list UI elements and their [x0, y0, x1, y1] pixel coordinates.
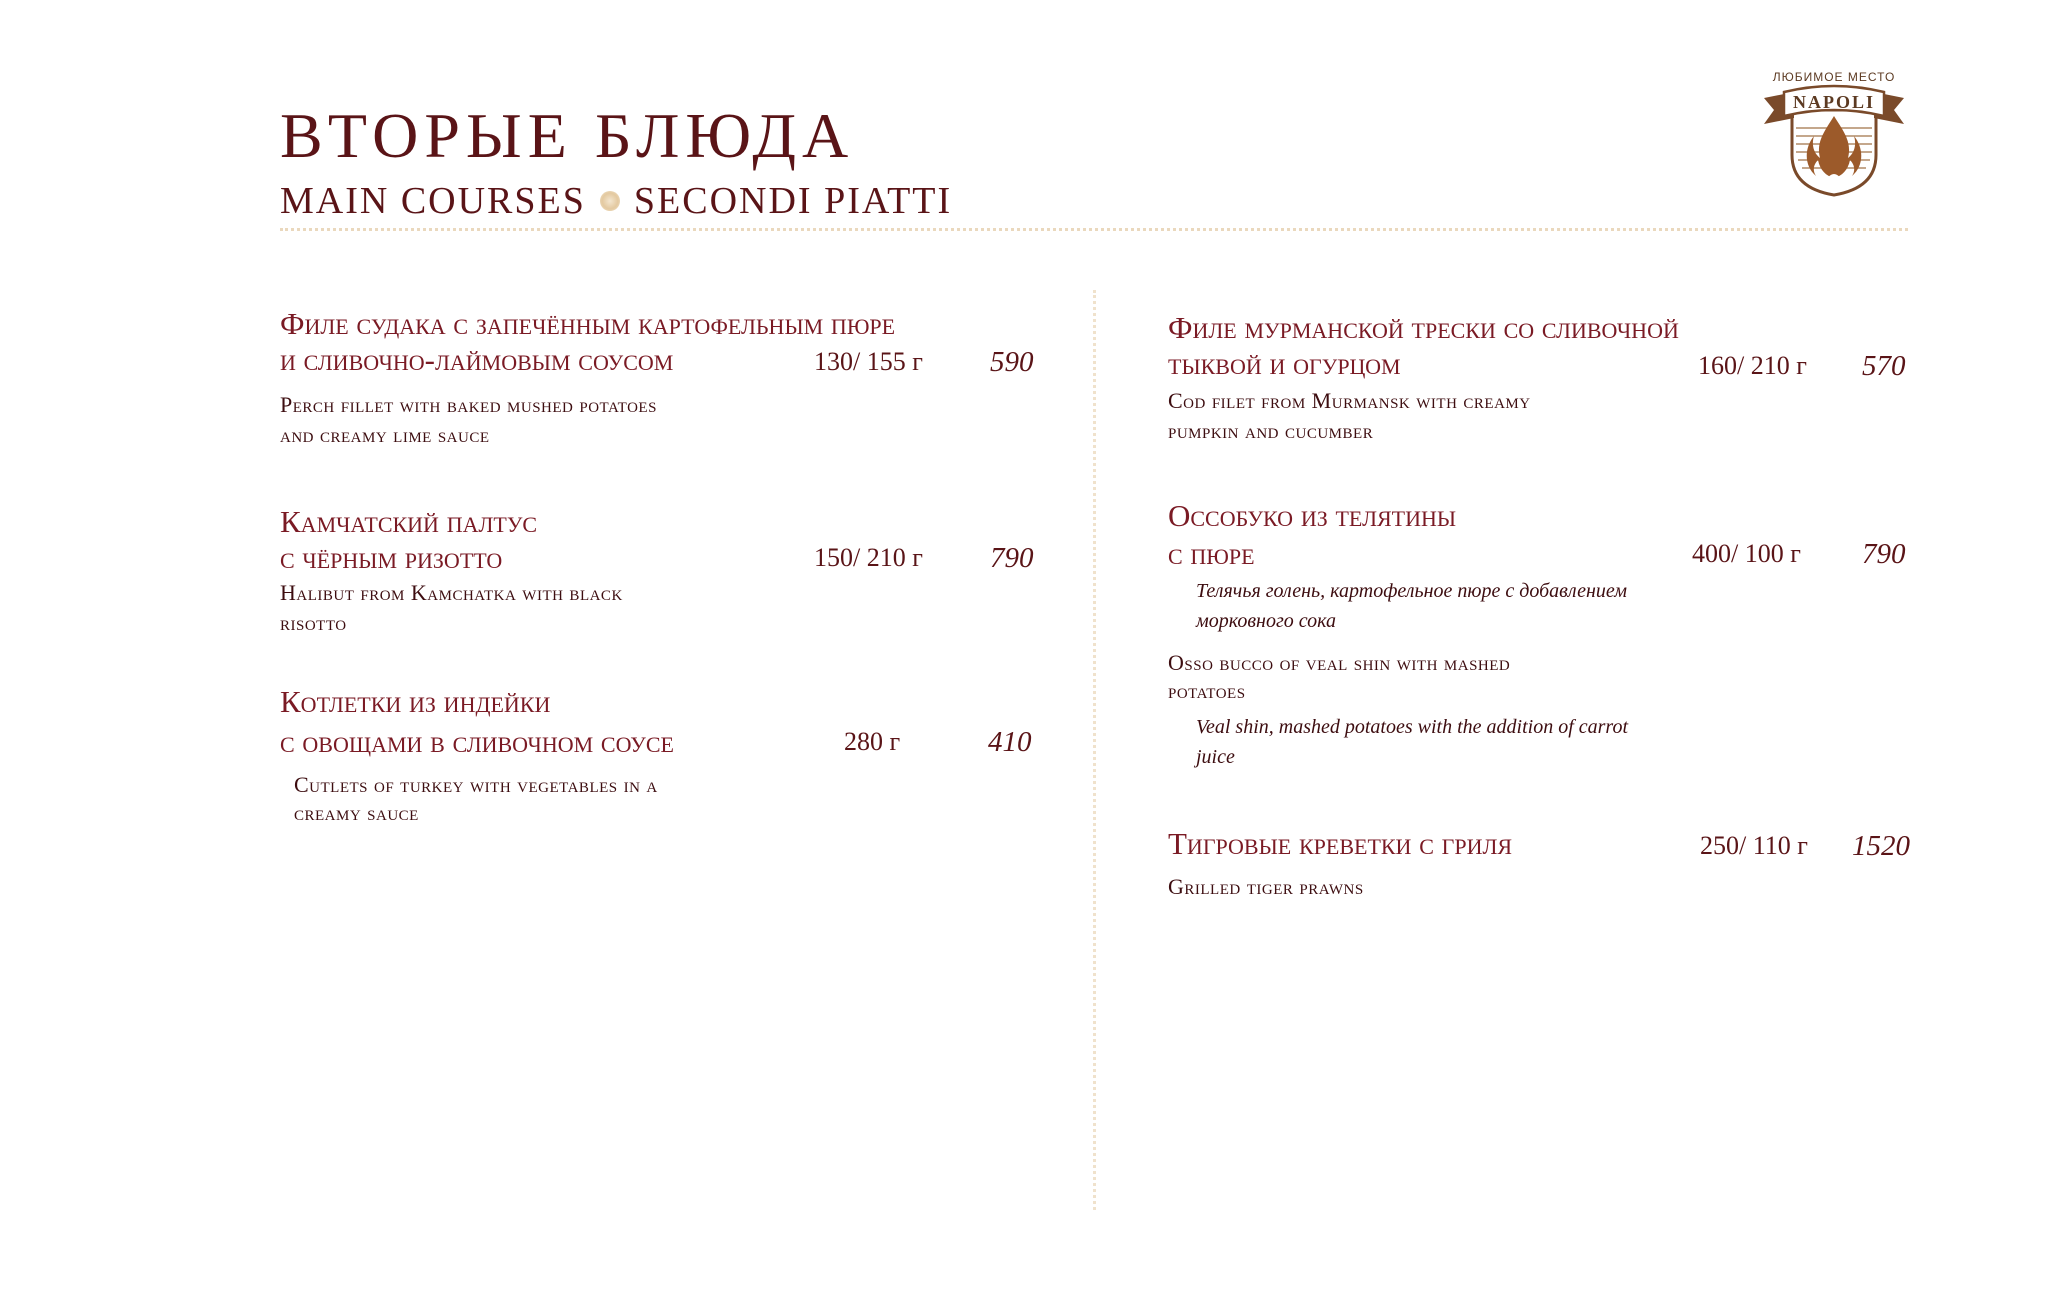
item-name: Котлетки из индейки: [280, 684, 551, 719]
item-description: risotto: [280, 610, 347, 635]
item-note: Veal shin, mashed potatoes with the addition of carrot: [1196, 716, 1629, 738]
logo-tagline: ЛЮБИМОЕ МЕСТО: [1772, 70, 1896, 84]
item-price: 790: [1862, 538, 1906, 570]
item-price: 570: [1862, 350, 1906, 382]
header-divider: [280, 228, 1908, 231]
item-description: Halibut from Kamchatka with black: [280, 580, 623, 605]
item-description: Perch fillet with baked mushed potatoes: [280, 392, 657, 417]
item-price: 790: [990, 542, 1034, 574]
item-description: Cutlets of turkey with vegetables in a: [294, 772, 658, 797]
item-note: Телячья голень, картофельное пюре с добавлением: [1196, 580, 1628, 602]
flame-emblem-icon: [1754, 70, 1914, 200]
item-name: Филе судака с запечённым картофельным пюре: [280, 306, 896, 341]
item-note: морковного сока: [1196, 610, 1336, 632]
item-weight: 160/ 210 г: [1698, 351, 1807, 380]
page-subtitle: [280, 178, 952, 224]
item-description: potatoes: [1168, 678, 1246, 703]
item-weight: 150/ 210 г: [814, 543, 923, 572]
item-note: juice: [1196, 746, 1235, 768]
item-description: pumpkin and cucumber: [1168, 418, 1374, 443]
item-price: 1520: [1852, 830, 1910, 862]
item-name: с чёрным ризотто: [280, 540, 503, 575]
item-description: Grilled tiger prawns: [1168, 874, 1364, 899]
item-weight: 250/ 110 г: [1700, 831, 1808, 860]
subtitle-main-courses: MAIN COURSES: [280, 180, 586, 222]
item-name: Тигровые креветки с гриля: [1168, 826, 1513, 861]
item-name: тыквой и огурцом: [1168, 346, 1401, 381]
item-name: Оссобуко из телятины: [1168, 498, 1457, 533]
item-weight: 280 г: [844, 727, 901, 756]
item-description: Cod filet from Murmansk with creamy: [1168, 388, 1531, 413]
item-name: Камчатский палтус: [280, 504, 538, 539]
item-description: creamy sauce: [294, 800, 419, 825]
item-weight: 400/ 100 г: [1692, 539, 1801, 568]
item-name: с овощами в сливочном соусе: [280, 724, 674, 759]
item-description: Osso bucco of veal shin with mashed: [1168, 650, 1511, 675]
column-divider: [1093, 290, 1096, 1210]
item-weight: 130/ 155 г: [814, 347, 923, 376]
item-name: и сливочно-лаймовым соусом: [280, 342, 674, 377]
item-name: с пюре: [1168, 536, 1255, 571]
item-price: 410: [988, 726, 1032, 758]
ornament-dot-icon: [600, 191, 620, 211]
page-title: ВТОРЫЕ БЛЮДА: [280, 100, 855, 171]
napoli-logo: [1754, 70, 1914, 200]
logo-name: NAPOLI: [1792, 92, 1875, 112]
item-description: and creamy lime sauce: [280, 422, 490, 447]
item-price: 590: [990, 346, 1034, 378]
item-name: Филе мурманской трески со сливочной: [1168, 310, 1679, 345]
subtitle-secondi-piatti: SECONDI PIATTI: [633, 180, 953, 222]
